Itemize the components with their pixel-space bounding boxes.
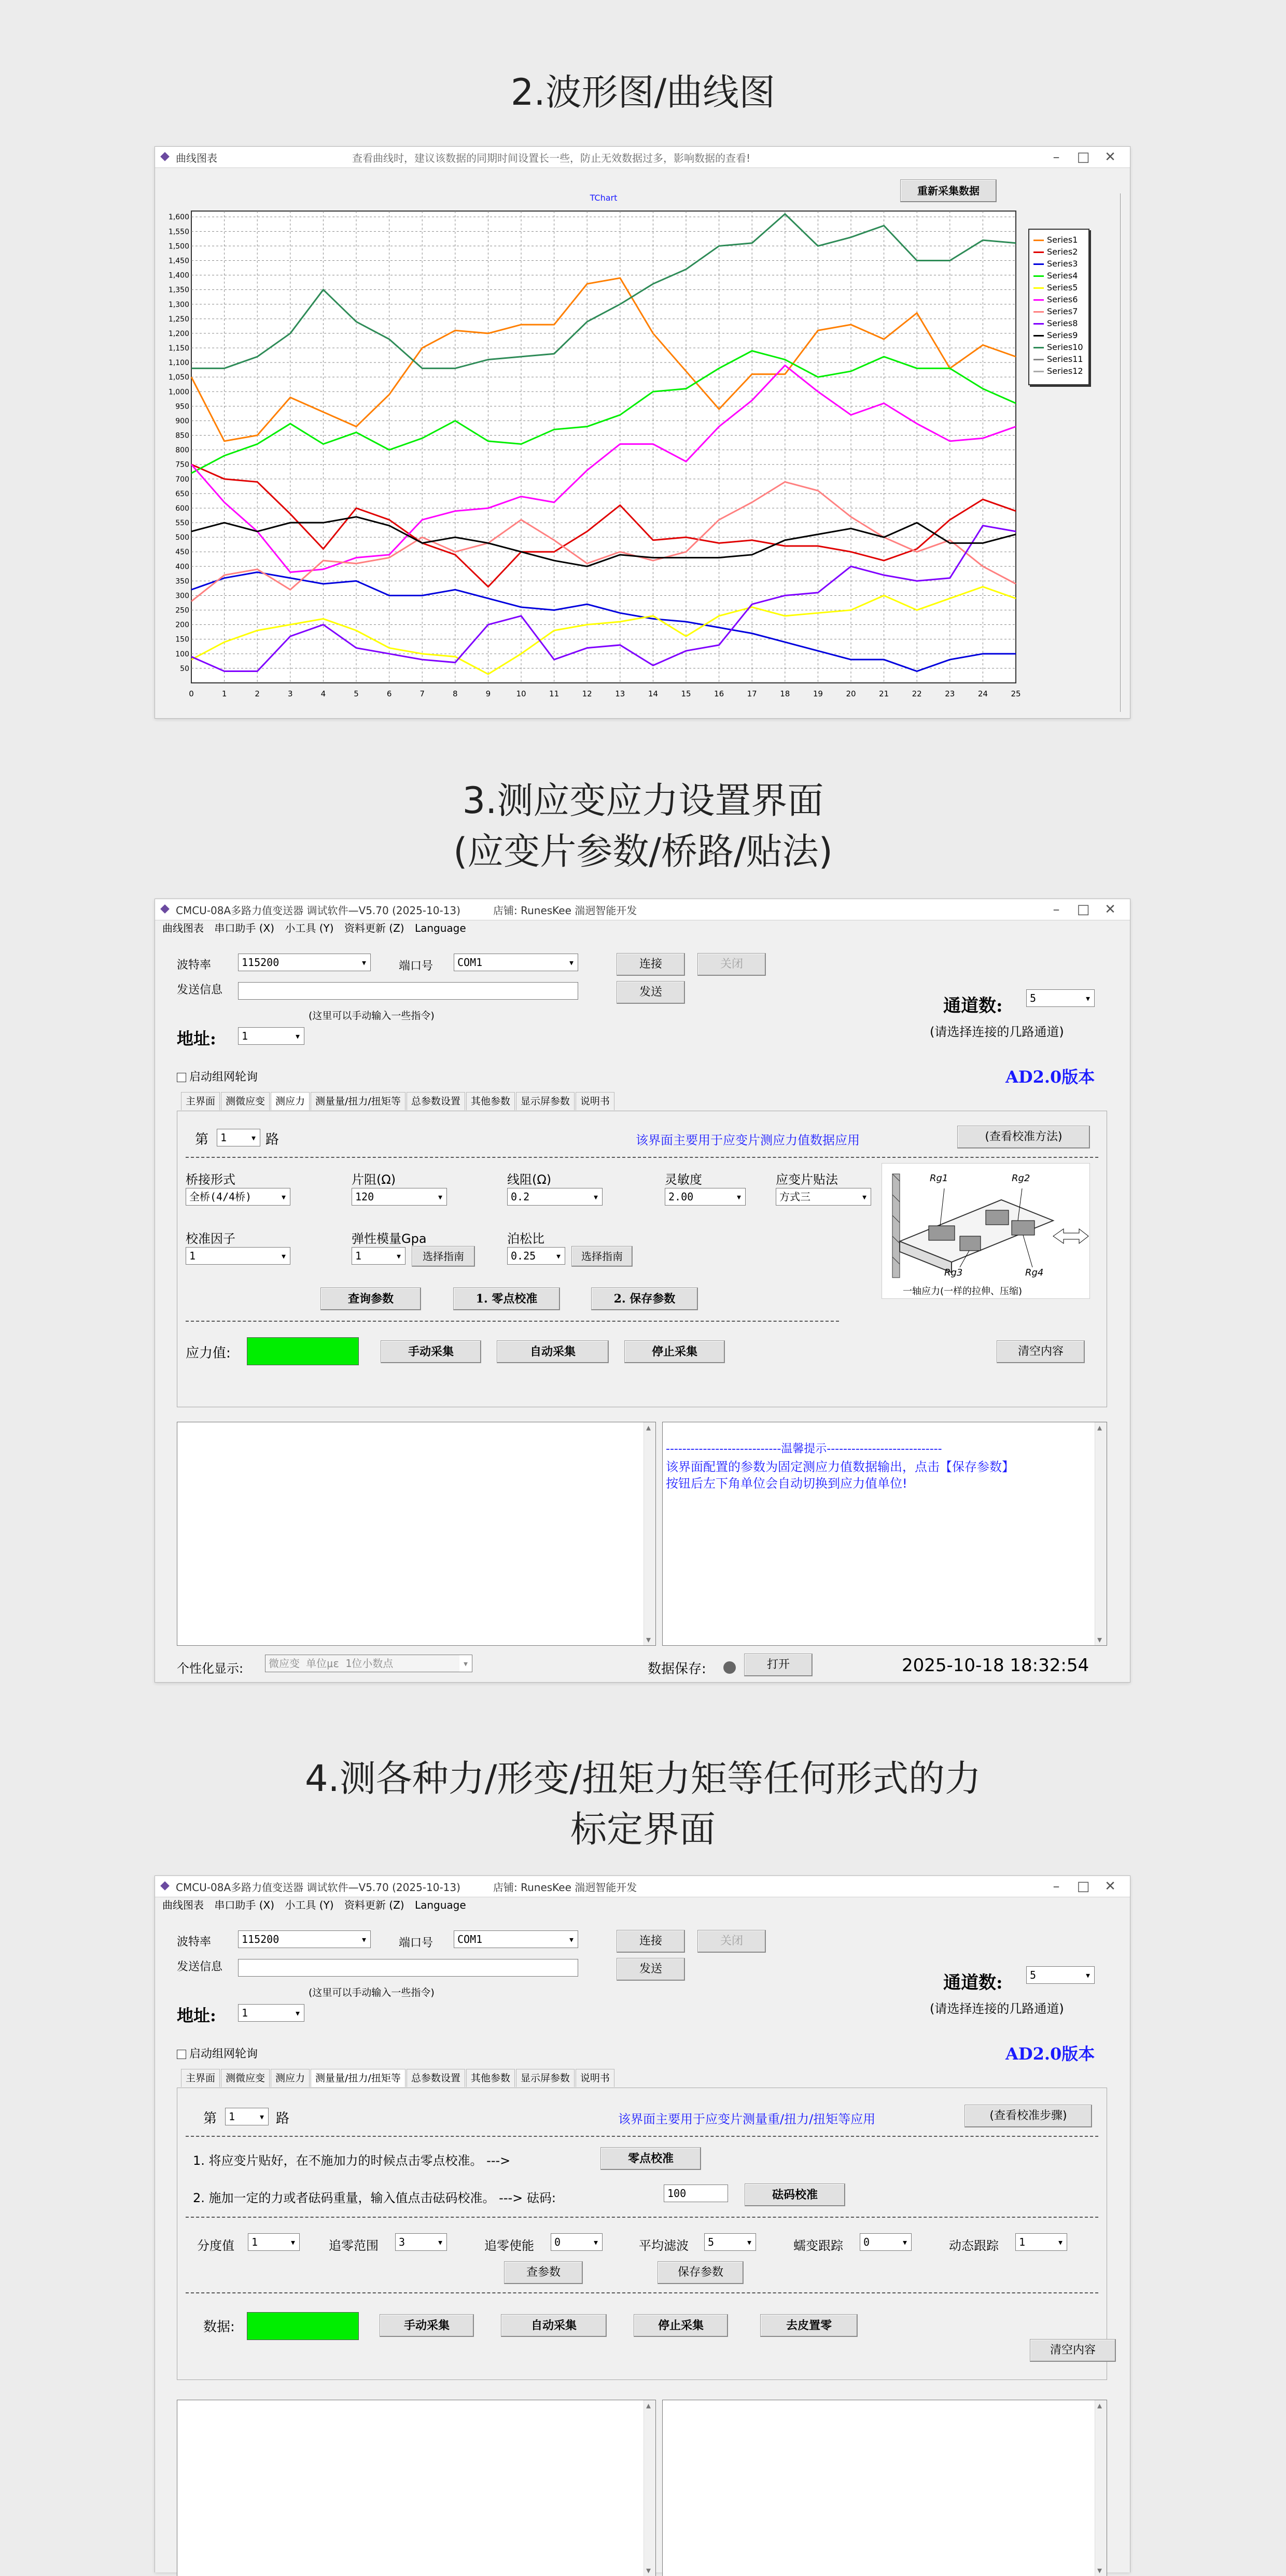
zero-enable-select[interactable]: 0 ▾ (551, 2233, 603, 2251)
tab-display[interactable]: 显示屏参数 (516, 2069, 575, 2087)
y-tick-label: 1,550 (168, 228, 189, 236)
y-tick-label: 1,600 (168, 213, 189, 222)
send-info-label: 发送信息 (177, 984, 223, 997)
maximize-icon[interactable]: □ (1077, 149, 1090, 165)
port-select[interactable]: COM1 ▾ (454, 954, 578, 971)
app-icon (160, 152, 170, 161)
y-tick-label: 450 (175, 548, 189, 557)
open-file-button[interactable]: 打开 (744, 1654, 813, 1676)
legend-swatch (1033, 311, 1044, 313)
poisson-guide-button[interactable]: 选择指南 (571, 1246, 633, 1267)
window-controls (1043, 148, 1126, 166)
close-icon[interactable]: ✕ (1105, 1879, 1116, 1894)
save-params-button[interactable]: 保存参数 (658, 2261, 744, 2284)
gauge-r2-label: Rg2 (1012, 1173, 1030, 1184)
tab-micro-strain[interactable]: 测微应变 (221, 1092, 270, 1110)
y-tick-label: 1,100 (168, 359, 189, 368)
channels-hint: (请选择连接的几路通道) (930, 2001, 1064, 2016)
x-tick-label: 12 (582, 689, 592, 698)
app-title: CMCU-08A多路力值变送器 调试软件—V5.70 (2025-10-13) (176, 1881, 460, 1894)
y-tick-label: 400 (175, 563, 189, 571)
tab-micro-strain[interactable]: 测微应变 (221, 2069, 270, 2087)
chart-title: TChart (590, 193, 618, 203)
tips-textarea[interactable] (662, 1422, 1107, 1646)
address-label: 地址: (177, 1029, 216, 1048)
menu-serial[interactable]: 串口助手 (X) (214, 922, 275, 934)
channels-select[interactable]: 5 ▾ (1026, 989, 1095, 1007)
stress-value-display (247, 1337, 359, 1365)
send-button[interactable]: 发送 (617, 981, 685, 1004)
x-tick-label: 17 (747, 689, 757, 698)
address-select[interactable]: 1 ▾ (238, 1027, 304, 1045)
legend-label: Series5 (1047, 283, 1078, 292)
close-port-button[interactable]: 关闭 (697, 1930, 766, 1953)
x-tick-label: 15 (681, 689, 691, 698)
zero-track-label: 追零范围 (329, 2238, 379, 2253)
save-status-indicator (723, 1661, 736, 1674)
app-titlebar (155, 1876, 1130, 1897)
modulus-label: 弹性模量Gpa (352, 1231, 427, 1246)
poll-checkbox[interactable] (177, 1068, 258, 1084)
x-tick-label: 20 (846, 689, 856, 698)
y-tick-label: 350 (175, 577, 189, 586)
legend-label: Series11 (1047, 354, 1083, 364)
x-tick-label: 24 (977, 689, 988, 698)
send-button[interactable]: 发送 (617, 1958, 685, 1981)
minimize-icon[interactable]: – (1053, 1879, 1060, 1894)
scrollbar[interactable] (644, 2400, 655, 2576)
menu-language[interactable]: Language (414, 1899, 466, 1911)
legend-entry-series4 (1033, 271, 1078, 281)
legend-label: Series12 (1047, 366, 1083, 376)
send-hint: (这里可以手动输入一些指令) (309, 1010, 435, 1021)
app-title: CMCU-08A多路力值变送器 调试软件—V5.70 (2025-10-13) (176, 904, 460, 917)
menu-serial[interactable]: 串口助手 (X) (214, 1899, 275, 1911)
menu-update[interactable]: 资料更新 (Z) (344, 1899, 404, 1911)
creep-track-label: 蠕变跟踪 (793, 2238, 843, 2253)
x-tick-label: 16 (714, 689, 724, 698)
legend-swatch (1033, 335, 1044, 337)
x-tick-label: 25 (1011, 689, 1021, 698)
division-label: 分度值 (197, 2238, 234, 2253)
zero-cal-button[interactable]: 1. 零点校准 (453, 1287, 560, 1310)
x-tick-label: 8 (453, 689, 458, 698)
force-panel (177, 2088, 1107, 2380)
avg-filter-select[interactable]: 5 ▾ (704, 2233, 756, 2251)
legend-label: Series10 (1047, 342, 1083, 352)
legend-entry-series3 (1033, 259, 1078, 269)
paste-select[interactable]: 方式三 ▾ (776, 1188, 871, 1206)
divider (186, 1321, 839, 1322)
query-params-button[interactable]: 查参数 (504, 2261, 583, 2284)
y-tick-label: 500 (175, 534, 189, 542)
log-textarea-right[interactable] (662, 2400, 1107, 2576)
y-tick-label: 800 (175, 446, 189, 455)
tab-params[interactable]: 总参数设置 (407, 2069, 465, 2087)
baud-select[interactable]: 115200 ▾ (238, 1930, 371, 1948)
legend-swatch (1033, 299, 1044, 301)
menu-bar (155, 920, 1130, 936)
force-info: 该界面主要用于应变片测量重/扭力/扭矩等应用 (618, 2112, 876, 2126)
y-tick-label: 1,350 (168, 286, 189, 295)
section-heading-strain: 3.测应变应力设置界面 (462, 779, 824, 822)
legend-entry-series8 (1033, 318, 1078, 328)
paste-label: 应变片贴法 (776, 1172, 838, 1187)
legend-label: Series3 (1047, 259, 1078, 269)
x-tick-label: 6 (386, 689, 392, 698)
address-label: 地址: (177, 2006, 216, 2025)
y-tick-label: 950 (175, 402, 189, 411)
section-heading-strain-sub: (应变片参数/桥路/贴法) (453, 830, 833, 873)
channel-suffix: 路 (276, 2111, 290, 2126)
log-textarea-left[interactable] (177, 2400, 656, 2576)
y-tick-label: 1,500 (168, 242, 189, 251)
weight-cal-button[interactable]: 砝码校准 (745, 2183, 845, 2206)
stress-panel (177, 1111, 1107, 1407)
gauge-r3-label: Rg3 (944, 1267, 963, 1278)
connect-button[interactable]: 连接 (617, 1930, 685, 1953)
legend-swatch (1033, 240, 1044, 241)
section-heading-chart: 2.波形图/曲线图 (510, 71, 776, 114)
zero-track-select[interactable]: 3 ▾ (395, 2233, 447, 2251)
y-tick-label: 1,200 (168, 329, 189, 338)
personal-display-label: 个性化显示: (177, 1661, 244, 1676)
scrollbar[interactable] (1095, 1422, 1107, 1645)
x-tick-label: 13 (615, 689, 625, 698)
sensitivity-select[interactable]: 2.00 ▾ (665, 1188, 746, 1206)
strain-gauge-diagram (882, 1163, 1090, 1299)
tab-manual[interactable]: 说明书 (576, 1092, 614, 1110)
legend-entry-series1 (1033, 235, 1078, 245)
tab-force[interactable]: 测量量/扭力/扭矩等 (311, 1092, 406, 1110)
stop-collect-button[interactable]: 停止采集 (624, 1340, 725, 1363)
poll-checkbox-box[interactable] (177, 2050, 186, 2059)
channel-prefix: 第 (203, 2111, 217, 2126)
channels-hint: (请选择连接的几路通道) (930, 1025, 1064, 1039)
gauge-resistance-select[interactable]: 120 ▾ (352, 1188, 447, 1206)
channels-select[interactable]: 5 ▾ (1026, 1966, 1095, 1984)
poisson-select[interactable]: 0.25 ▾ (507, 1247, 565, 1265)
divider (186, 2292, 1098, 2293)
tab-stress[interactable]: 测应力 (271, 1092, 310, 1110)
shop-label: 店铺: RunesKee 湍迥智能开发 (493, 1881, 637, 1894)
modulus-guide-button[interactable]: 选择指南 (412, 1246, 475, 1267)
x-tick-label: 10 (516, 689, 526, 698)
x-tick-label: 2 (255, 689, 260, 698)
gauge-r4-label: Rg4 (1025, 1267, 1044, 1278)
legend-entry-series7 (1033, 306, 1078, 316)
chart-legend (1028, 229, 1089, 385)
gauge-resistance-label: 片阻(Ω) (352, 1172, 396, 1187)
legend-swatch (1033, 263, 1044, 265)
x-tick-label: 22 (912, 689, 922, 698)
modulus-select[interactable]: 1 ▾ (352, 1247, 406, 1265)
stop-collect-button[interactable]: 停止采集 (634, 2314, 728, 2337)
app-titlebar (155, 899, 1130, 920)
auto-collect-button[interactable]: 自动采集 (497, 1340, 609, 1363)
tab-stress[interactable]: 测应力 (271, 2069, 310, 2087)
legend-entry-series10 (1033, 342, 1083, 352)
tab-other[interactable]: 其他参数 (466, 2069, 515, 2087)
gauge-diagram-drawing (882, 1164, 1089, 1283)
datetime-label: 2025-10-18 18:32:54 (902, 1655, 1089, 1676)
y-tick-label: 1,400 (168, 271, 189, 280)
poll-checkbox-box[interactable] (177, 1073, 186, 1082)
baud-label: 波特率 (177, 1936, 212, 1949)
cal-factor-label: 校准因子 (186, 1231, 235, 1246)
tab-strip (181, 1092, 616, 1111)
personal-display-select[interactable]: 微应变 单位με 1位小数点 ▾ (265, 1655, 472, 1672)
x-tick-label: 21 (879, 689, 889, 698)
legend-swatch (1033, 371, 1044, 372)
weight-input[interactable]: 100 (664, 2185, 728, 2202)
gauge-diagram-caption: 一轴应力(一样的拉伸、压缩) (903, 1286, 1023, 1297)
divider (186, 1157, 1098, 1158)
channels-label: 通道数: (943, 996, 1003, 1016)
port-label: 端口号 (399, 960, 434, 973)
y-tick-label: 650 (175, 489, 189, 498)
send-hint: (这里可以手动输入一些指令) (309, 1987, 435, 1998)
bridge-select[interactable]: 全桥(4/4桥) ▾ (186, 1188, 290, 1206)
section-heading-force-sub: 标定界面 (570, 1808, 716, 1851)
tab-params[interactable]: 总参数设置 (407, 1092, 465, 1110)
poll-checkbox[interactable] (177, 2045, 258, 2061)
maximize-icon[interactable]: □ (1077, 1879, 1090, 1894)
window-controls (1043, 900, 1126, 919)
data-display (247, 2312, 359, 2340)
channel-select[interactable]: 1 ▾ (225, 2108, 269, 2125)
y-tick-label: 850 (175, 431, 189, 440)
x-tick-label: 4 (320, 689, 326, 698)
y-tick-label: 1,150 (168, 344, 189, 353)
step2-text: 2. 施加一定的力或者砝码重量，输入值点击砝码校准。 ---> 砝码: (193, 2191, 556, 2205)
legend-label: Series7 (1047, 306, 1078, 316)
tare-zero-button[interactable]: 去皮置零 (760, 2314, 858, 2337)
stress-info: 该界面主要用于应变片测应力值数据应用 (636, 1133, 860, 1147)
legend-entry-series2 (1033, 247, 1078, 257)
address-select[interactable]: 1 ▾ (238, 2004, 304, 2022)
baud-select[interactable]: 115200 ▾ (238, 954, 371, 971)
x-tick-label: 11 (549, 689, 560, 698)
divider (186, 2217, 1098, 2218)
y-tick-label: 300 (175, 592, 189, 600)
wire-resistance-select[interactable]: 0.2 ▾ (507, 1188, 603, 1206)
y-tick-label: 600 (175, 504, 189, 513)
legend-entry-series12 (1033, 366, 1083, 376)
log-textarea-left[interactable] (177, 1422, 656, 1646)
menu-language[interactable]: Language (414, 922, 466, 934)
minimize-icon[interactable]: – (1053, 149, 1060, 165)
close-icon[interactable]: ✕ (1105, 902, 1116, 917)
x-tick-label: 0 (189, 689, 194, 698)
dynamic-track-label: 动态跟踪 (949, 2238, 999, 2253)
y-tick-label: 700 (175, 475, 189, 484)
maximize-icon[interactable]: □ (1077, 902, 1090, 917)
step1-text: 1. 将应变片贴好，在不施加力的时候点击零点校准。 ---> (193, 2153, 511, 2168)
y-tick-label: 100 (175, 650, 189, 659)
manual-collect-button[interactable]: 手动采集 (380, 2314, 474, 2337)
save-params-button[interactable]: 2. 保存参数 (591, 1287, 698, 1310)
chart-window-hint: 查看曲线时，建议该数据的同期时间设置长一些，防止无效数据过多，影响数据的查看! (352, 152, 751, 164)
line-chart (165, 188, 1099, 707)
chart-window-title: 曲线图表 (176, 152, 217, 164)
gauge-r1-label: Rg1 (930, 1173, 948, 1184)
reset-collect-button[interactable]: 重新采集数据 (900, 179, 997, 202)
strain-window (155, 899, 1130, 1683)
scrollbar[interactable] (1095, 2400, 1107, 2576)
manual-collect-button[interactable]: 手动采集 (381, 1340, 481, 1363)
warm-tips-title: ----------------------------温馨提示---------------------------- (666, 1443, 942, 1455)
connect-button[interactable]: 连接 (617, 953, 685, 976)
division-select[interactable]: 1 ▾ (248, 2233, 300, 2251)
data-save-label: 数据保存: (648, 1661, 706, 1677)
y-tick-label: 550 (175, 519, 189, 528)
tab-manual[interactable]: 说明书 (576, 2069, 614, 2087)
legend-label: Series9 (1047, 330, 1078, 340)
tab-display[interactable]: 显示屏参数 (516, 1092, 575, 1110)
y-tick-label: 150 (175, 635, 189, 644)
clear-content-button[interactable]: 清空内容 (1030, 2339, 1116, 2362)
y-tick-label: 200 (175, 621, 189, 629)
x-tick-label: 1 (221, 689, 227, 698)
tab-main[interactable]: 主界面 (181, 1092, 220, 1110)
menu-bar (155, 1897, 1130, 1913)
tab-strip (181, 2069, 616, 2088)
x-tick-label: 3 (288, 689, 293, 698)
view-steps-button[interactable]: (查看校准步骤) (964, 2105, 1092, 2127)
legend-label: Series8 (1047, 318, 1078, 328)
y-tick-label: 1,450 (168, 257, 189, 265)
x-tick-label: 9 (485, 689, 491, 698)
window-controls (1043, 1877, 1126, 1896)
send-input[interactable] (238, 982, 578, 1000)
x-tick-label: 14 (648, 689, 658, 698)
menu-tools[interactable]: 小工具 (Y) (285, 1899, 334, 1911)
y-tick-label: 900 (175, 417, 189, 426)
channel-select[interactable]: 1 ▾ (217, 1129, 260, 1146)
legend-entry-series6 (1033, 295, 1078, 304)
legend-swatch (1033, 287, 1044, 289)
poisson-label: 泊松比 (507, 1231, 544, 1246)
avg-filter-label: 平均滤波 (639, 2238, 689, 2253)
channels-label: 通道数: (943, 1972, 1003, 1993)
app-icon (160, 1881, 170, 1891)
legend-swatch (1033, 359, 1044, 360)
zero-cal-button[interactable]: 零点校准 (600, 2147, 701, 2170)
y-tick-label: 250 (175, 606, 189, 615)
port-select[interactable]: COM1 ▾ (454, 1930, 578, 1948)
legend-entry-series11 (1033, 354, 1083, 364)
app-icon (160, 904, 170, 914)
tab-other[interactable]: 其他参数 (466, 1092, 515, 1110)
chart-scrollbar[interactable] (1120, 193, 1128, 712)
menu-chart[interactable]: 曲线图表 (162, 1899, 204, 1911)
divider (186, 2136, 1098, 2137)
version-label: AD2.0版本 (1005, 2044, 1095, 2064)
legend-label: Series1 (1047, 235, 1078, 245)
data-label: 数据: (203, 2319, 235, 2335)
baud-label: 波特率 (177, 959, 212, 972)
x-tick-label: 7 (420, 689, 425, 698)
channel-prefix: 第 (195, 1132, 209, 1147)
plot-area (191, 211, 1016, 683)
send-info-label: 发送信息 (177, 1961, 223, 1973)
legend-label: Series2 (1047, 247, 1078, 257)
x-tick-label: 18 (780, 689, 790, 698)
chart-window (155, 146, 1130, 719)
stress-value-label: 应力值: (186, 1346, 231, 1361)
wire-resistance-label: 线阻(Ω) (507, 1172, 552, 1187)
clear-content-button[interactable]: 清空内容 (997, 1340, 1085, 1363)
legend-label: Series6 (1047, 295, 1078, 304)
scrollbar[interactable] (644, 1422, 655, 1645)
warm-tips-line2: 按钮后左下角单位会自动切换到应力值单位! (666, 1476, 907, 1491)
auto-collect-button[interactable]: 自动采集 (501, 2314, 607, 2337)
y-tick-label: 1,300 (168, 300, 189, 309)
x-tick-label: 5 (354, 689, 359, 698)
creep-track-select[interactable]: 0 ▾ (860, 2233, 912, 2251)
legend-swatch (1033, 347, 1044, 348)
warm-tips-line1: 该界面配置的参数为固定测应力值数据输出，点击【保存参数】 (666, 1460, 1014, 1474)
minimize-icon[interactable]: – (1053, 902, 1060, 917)
tab-force[interactable]: 测量量/扭力/扭矩等 (311, 2069, 406, 2087)
y-tick-label: 750 (175, 460, 189, 469)
poll-label: 启动组网轮询 (189, 1071, 258, 1084)
legend-label: Series4 (1047, 271, 1078, 281)
menu-update[interactable]: 资料更新 (Z) (344, 922, 404, 934)
legend-entry-series9 (1033, 330, 1078, 340)
menu-tools[interactable]: 小工具 (Y) (285, 922, 334, 934)
legend-swatch (1033, 275, 1044, 277)
port-label: 端口号 (399, 1937, 434, 1950)
legend-entry-series5 (1033, 283, 1078, 292)
y-tick-label: 1,000 (168, 388, 189, 397)
y-tick-label: 1,050 (168, 373, 189, 382)
send-input[interactable] (238, 1959, 578, 1977)
close-port-button[interactable]: 关闭 (697, 953, 766, 976)
section-heading-force: 4.测各种力/形变/扭矩力矩等任何形式的力 (305, 1757, 981, 1800)
query-params-button[interactable]: 查询参数 (320, 1287, 421, 1310)
menu-chart[interactable]: 曲线图表 (162, 922, 204, 934)
force-window (155, 1875, 1130, 2572)
legend-swatch (1033, 251, 1044, 253)
shop-label: 店铺: RunesKee 湍迥智能开发 (493, 904, 637, 917)
chart-window-titlebar (155, 147, 1130, 168)
x-tick-label: 19 (813, 689, 823, 698)
dynamic-track-select[interactable]: 1 ▾ (1015, 2233, 1067, 2251)
view-method-button[interactable]: (查看校准方法) (957, 1126, 1090, 1149)
cal-factor-select[interactable]: 1 ▾ (186, 1247, 290, 1265)
poll-label: 启动组网轮询 (189, 2048, 258, 2061)
bridge-label: 桥接形式 (186, 1172, 235, 1187)
zero-enable-label: 追零使能 (484, 2238, 534, 2253)
close-icon[interactable]: ✕ (1105, 149, 1116, 165)
y-tick-label: 50 (180, 664, 189, 673)
version-label: AD2.0版本 (1005, 1067, 1095, 1087)
x-tick-label: 23 (945, 689, 955, 698)
channel-suffix: 路 (265, 1132, 279, 1147)
legend-swatch (1033, 323, 1044, 325)
tab-main[interactable]: 主界面 (181, 2069, 220, 2087)
sensitivity-label: 灵敏度 (665, 1172, 702, 1187)
y-tick-label: 1,250 (168, 315, 189, 324)
